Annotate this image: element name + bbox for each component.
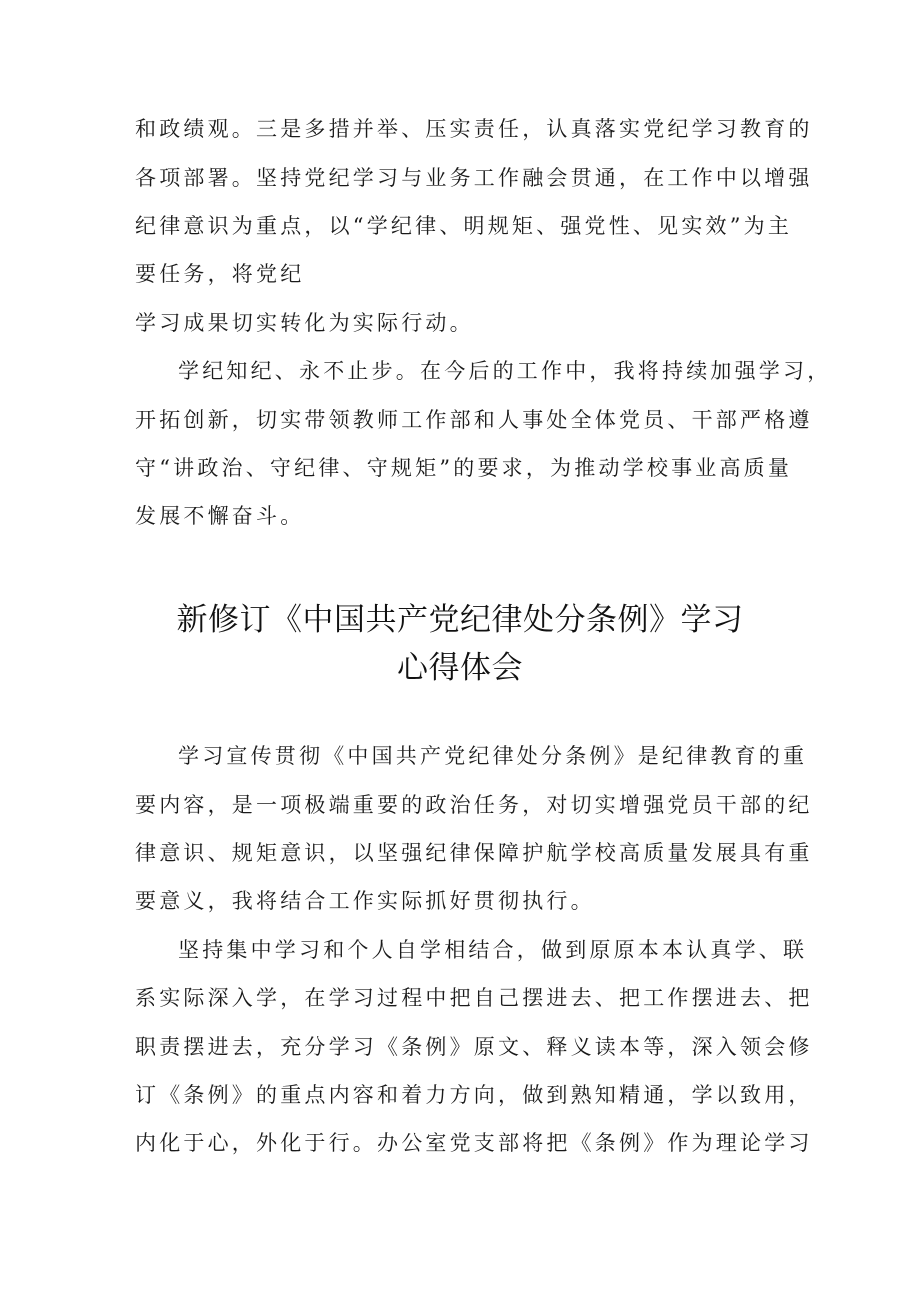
article-title-line-2: 心得体会 [397,650,523,686]
text-line: 要意义，我将结合工作实际抓好贯彻执行。 [135,889,595,913]
text-line: 学习宣传贯彻《中国共产党纪律处分条例》是纪律教育的重 [178,744,808,768]
text-line: 系实际深入学，在学习过程中把自己摆进去、把工作摆进去、把 [135,986,813,1010]
text-line: 职责摆进去，充分学习《条例》原文、释义读本等，深入领会修 [135,1035,813,1059]
text-line: 要内容，是一项极端重要的政治任务，对切实增强党员干部的纪 [135,793,813,817]
text-line: 内化于心，外化于行。办公室党支部将把《条例》作为理论学习 [135,1131,813,1155]
text-line: 和政绩观。三是多措并举、压实责任，认真落实党纪学习教育的 [135,117,813,141]
text-line: 订《条例》的重点内容和着力方向，做到熟知精通，学以致用， [135,1083,813,1107]
text-line: 发展不懈奋斗。 [135,504,305,528]
text-line: 开拓创新，切实带领教师工作部和人事处全体党员、干部严格遵 [135,408,813,432]
text-line: 律意识、规矩意识，以坚强纪律保障护航学校高质量发展具有重 [135,841,813,865]
text-line: 各项部署。坚持党纪学习与业务工作融会贯通，在工作中以增强 [135,166,813,190]
text-line: 纪律意识为重点，以“学纪律、明规矩、强党性、见实效”为主 [135,214,793,238]
text-line: 坚持集中学习和个人自学相结合，做到原原本本认真学、联 [178,938,808,962]
text-line: 要任务，将党纪 [135,262,305,286]
article-title-line-1: 新修订《中国共产党纪律处分条例》学习 [176,602,744,638]
text-line: 学纪知纪、永不止步。在今后的工作中，我将持续加强学习， [178,359,832,383]
text-line: 守“讲政治、守纪律、守规矩”的要求，为推动学校事业高质量 [135,456,793,480]
text-line: 学习成果切实转化为实际行动。 [135,311,474,335]
